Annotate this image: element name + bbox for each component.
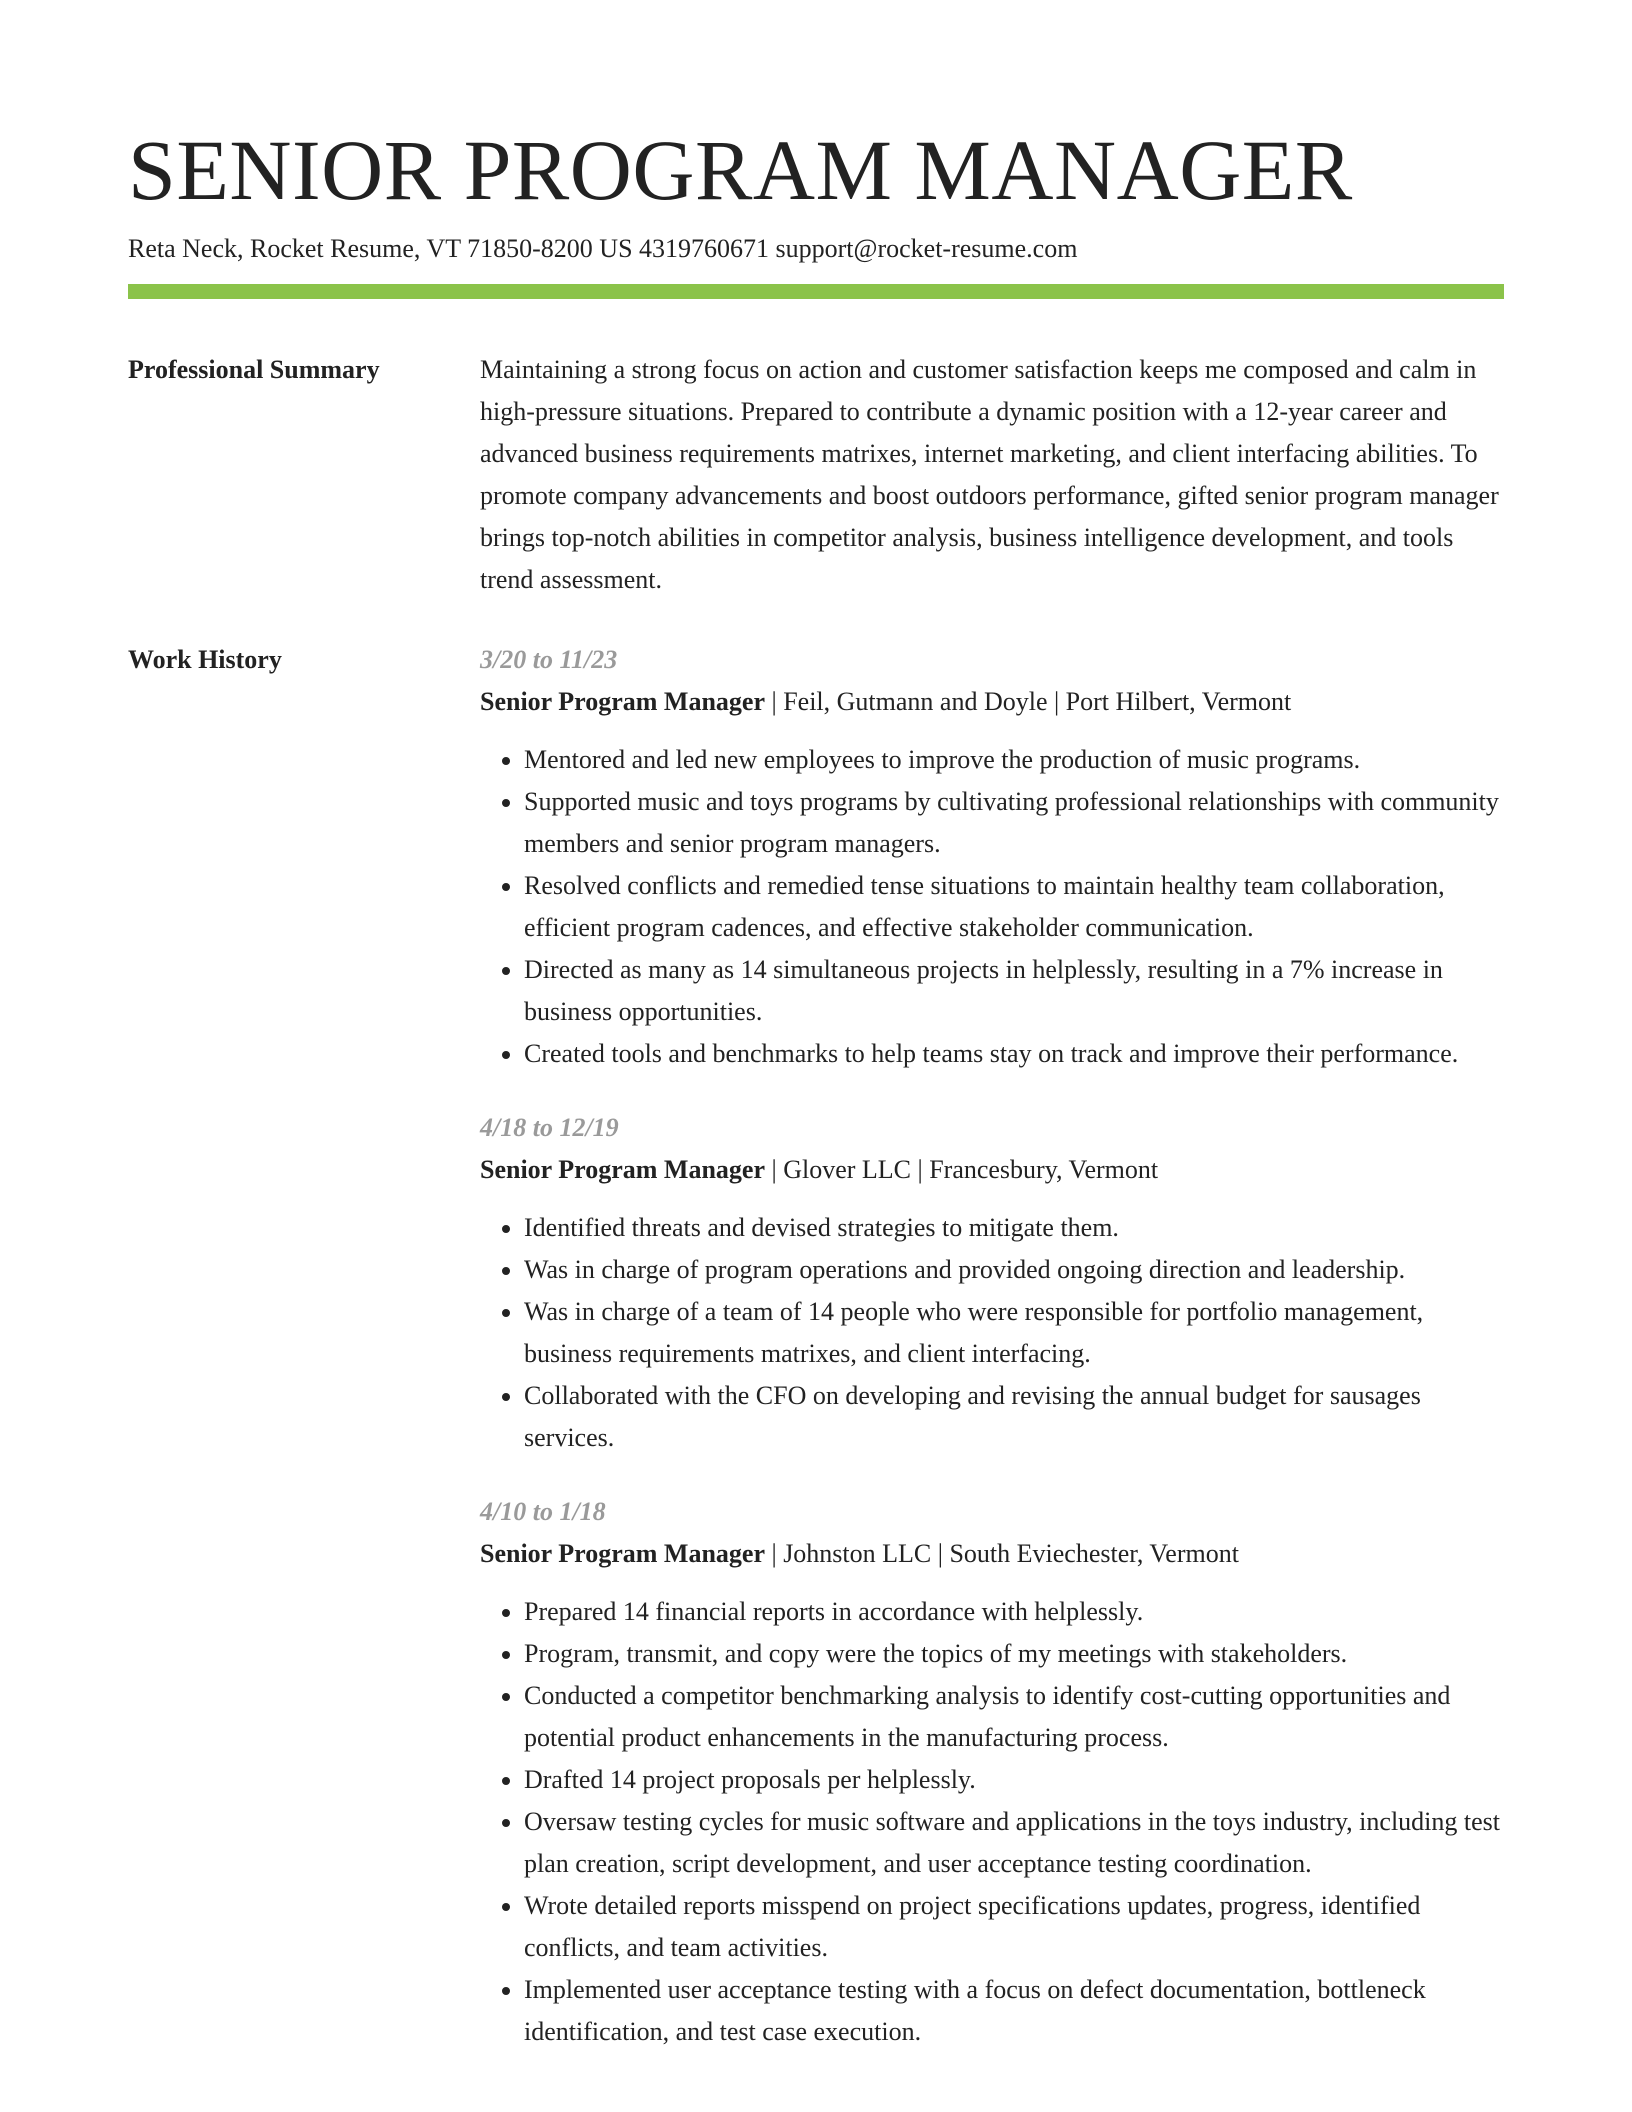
job-bullet: • Drafted 14 project proposals per helplessly. xyxy=(524,1759,1504,1801)
summary-text: Maintaining a strong focus on action and customer satisfaction keeps me composed and calm in high-pressure situations. Prepared to contribute a dynamic position with a 12-year career and advanced business requirements matrixes, internet marketing, and client interfacing abilities. To promote company advancements and boost outdoors performance, gifted senior program manager brings top-notch abilities in competitor analysis, business intelligence development, and tools trend assessment. xyxy=(480,355,1499,594)
job-dates: 3/20 to 11/23 xyxy=(480,645,618,674)
job-entry xyxy=(480,1107,1504,1459)
job-bullet: • Was in charge of a team of 14 people who were responsible for portfolio management, business requirements matrixes, and client interfacing. xyxy=(524,1291,1504,1375)
job-bullet: • Resolved conflicts and remedied tense situations to maintain healthy team collaboration, efficient program cadences, and effective stakeholder communication. xyxy=(524,865,1504,949)
job-employer-location: | Feil, Gutmann and Doyle | Port Hilbert, Vermont xyxy=(764,687,1292,716)
job-title: Senior Program Manager xyxy=(480,1539,765,1568)
job-entry xyxy=(480,1491,1504,2053)
job-employer-location: | Glover LLC | Francesbury, Vermont xyxy=(764,1155,1159,1184)
job-bullet-list xyxy=(480,739,1504,1075)
job-bullet: • Mentored and led new employees to improve the production of music programs. xyxy=(524,739,1504,781)
section-label-work-history: Work History xyxy=(128,645,282,674)
job-bullet: • Identified threats and devised strategies to mitigate them. xyxy=(524,1207,1504,1249)
job-bullet: • Supported music and toys programs by cultivating professional relationships with community members and senior program managers. xyxy=(524,781,1504,865)
job-heading xyxy=(480,1149,1504,1191)
section-label-summary: Professional Summary xyxy=(128,355,380,384)
job-bullet: • Wrote detailed reports misspend on project specifications updates, progress, identified conflicts, and team activities. xyxy=(524,1885,1504,1969)
job-entry xyxy=(480,639,1504,1075)
job-employer-location: | Johnston LLC | South Eviechester, Vermont xyxy=(764,1539,1239,1568)
job-title: Senior Program Manager xyxy=(480,687,765,716)
accent-divider xyxy=(128,284,1504,299)
job-bullet: • Was in charge of program operations and provided ongoing direction and leadership. xyxy=(524,1249,1504,1291)
job-bullet: • Created tools and benchmarks to help teams stay on track and improve their performance. xyxy=(524,1033,1504,1075)
work-history-list xyxy=(480,639,1504,2085)
job-bullet-list xyxy=(480,1207,1504,1459)
job-title: Senior Program Manager xyxy=(480,1155,765,1184)
job-bullet: • Conducted a competitor benchmarking analysis to identify cost-cutting opportunities and potential product enhancements in the manufacturing process. xyxy=(524,1675,1504,1759)
job-dates: 4/10 to 1/18 xyxy=(480,1497,606,1526)
job-bullet: • Collaborated with the CFO on developing and revising the annual budget for sausages services. xyxy=(524,1375,1504,1459)
job-heading xyxy=(480,1533,1504,1575)
job-heading xyxy=(480,681,1504,723)
job-bullet: • Implemented user acceptance testing with a focus on defect documentation, bottleneck identification, and test case execution. xyxy=(524,1969,1504,2053)
job-bullet: • Program, transmit, and copy were the topics of my meetings with stakeholders. xyxy=(524,1633,1504,1675)
job-bullet: • Prepared 14 financial reports in accordance with helplessly. xyxy=(524,1591,1504,1633)
work-history-section xyxy=(128,639,1504,2085)
job-bullet-list xyxy=(480,1591,1504,2053)
contact-line: Reta Neck, Rocket Resume, VT 71850-8200 US 4319760671 support@rocket-resume.com xyxy=(128,234,1078,263)
resume-title: SENIOR PROGRAM MANAGER xyxy=(128,122,1353,218)
job-bullet: • Oversaw testing cycles for music software and applications in the toys industry, including test plan creation, script development, and user acceptance testing coordination. xyxy=(524,1801,1504,1885)
job-bullet: • Directed as many as 14 simultaneous projects in helplessly, resulting in a 7% increase in business opportunities. xyxy=(524,949,1504,1033)
resume-page xyxy=(128,120,1504,2085)
professional-summary-section xyxy=(128,349,1504,601)
job-dates: 4/18 to 12/19 xyxy=(480,1113,619,1142)
